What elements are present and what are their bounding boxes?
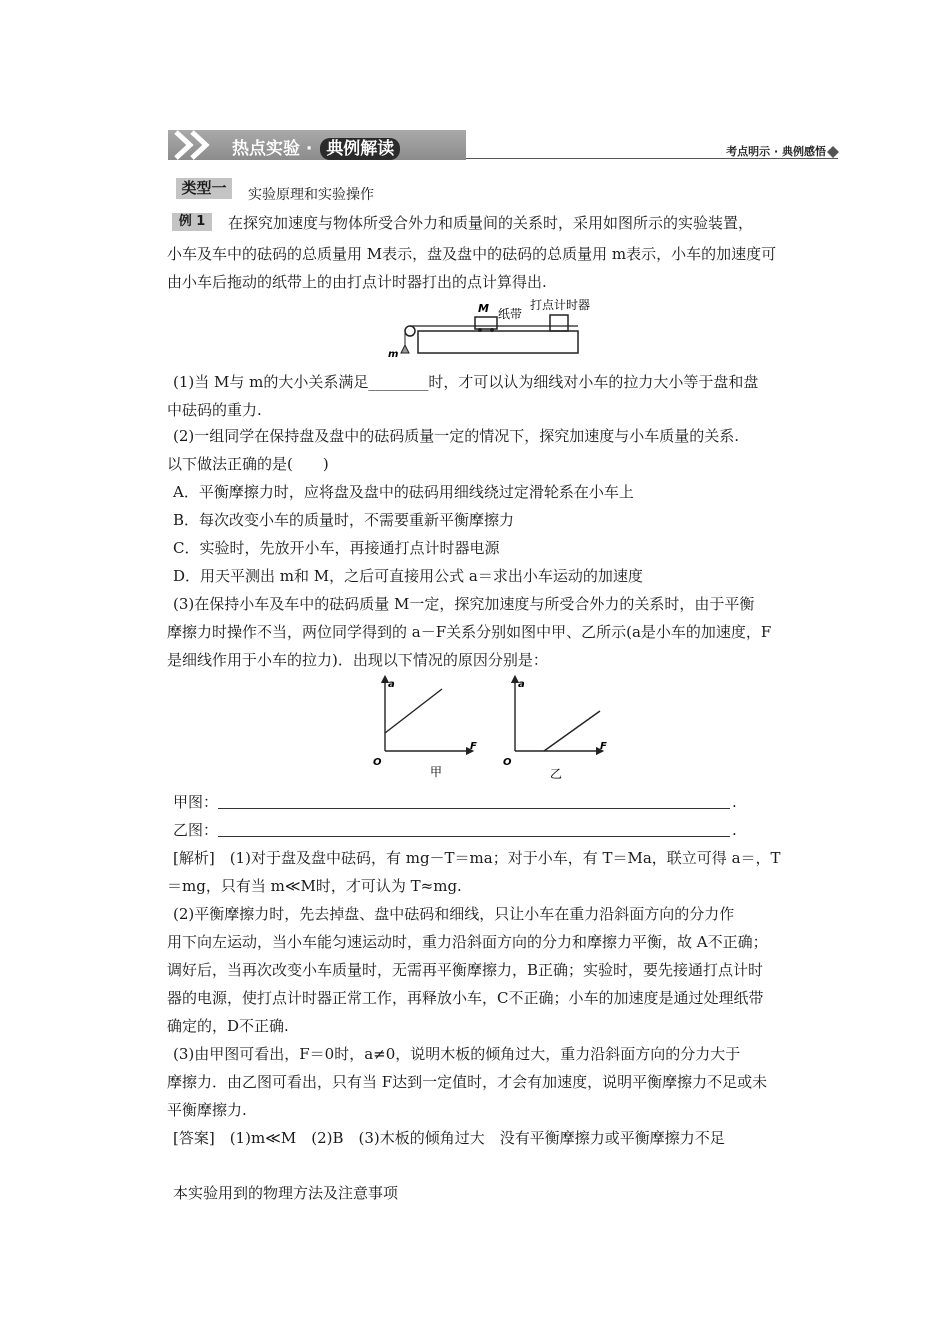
analysis-line: (2)平衡摩擦力时，先去掉盘、盘中砝码和细线，只让小车在重力沿斜面方向的分力作 — [173, 905, 735, 923]
left-x-label: F — [470, 741, 477, 752]
q3-line: (3)在保持小车及车中的砝码质量 M一定，探究加速度与所受合外力的关系时，由于平衡 — [173, 595, 755, 613]
label-tape: 纸带 — [498, 307, 523, 321]
label-M: M — [478, 302, 489, 315]
section-footer-title: 本实验用到的物理方法及注意事项 — [173, 1184, 399, 1202]
blank-yi-line — [218, 836, 730, 837]
blank-jia-line — [218, 808, 730, 809]
blank-yi-label: 乙图： — [173, 821, 219, 839]
label-timer: 打点计时器 — [530, 298, 591, 312]
apparatus-figure — [380, 295, 600, 365]
option-d: D．用天平测出 m和 M，之后可直接用公式 a＝求出小车运动的加速度 — [173, 567, 643, 585]
diamond-icon — [827, 146, 839, 158]
q1-line: 中砝码的重力. — [167, 401, 262, 419]
blank-jia-label: 甲图： — [173, 793, 219, 811]
track-board — [418, 331, 578, 353]
option-a: A．平衡摩擦力时，应将盘及盘中的砝码用细线绕过定滑轮系在小车上 — [173, 483, 634, 501]
analysis-line: [解析] (1)对于盘及盘中砝码，有 mg－T＝ma；对于小车，有 T＝Ma，联立可得 a＝，T — [173, 849, 781, 867]
analysis-line: ＝mg，只有当 m≪M时，才可认为 T≈mg. — [167, 877, 462, 895]
analysis-line: (3)由甲图可看出，F＝0时，a≠0，说明木板的倾角过大，重力沿斜面方向的分力大于 — [173, 1045, 741, 1063]
blank-yi-end: . — [732, 821, 737, 839]
banner-right-title: 典例解读 — [320, 138, 400, 160]
intro-line: 小车及车中的砝码的总质量用 M表示，盘及盘中的砝码的总质量用 m表示，小车的加速度可 — [167, 245, 777, 263]
a-f-graphs — [370, 675, 620, 790]
cart-icon — [475, 317, 497, 329]
left-y-label: a — [388, 679, 395, 690]
blank-jia-end: . — [732, 793, 737, 811]
analysis-line: 确定的，D不正确. — [167, 1017, 289, 1035]
left-graph-line — [385, 689, 442, 733]
analysis-line: 调好后，当再次改变小车质量时，无需再平衡摩擦力，B正确；实验时，要先接通打点计时 — [167, 961, 764, 979]
q2-line: (2)一组同学在保持盘及盘中的砝码质量一定的情况下，探究加速度与小车质量的关系. — [173, 427, 740, 445]
type-title: 实验原理和实验操作 — [248, 187, 374, 203]
banner-title — [232, 134, 400, 159]
chevron-icon — [172, 130, 224, 160]
answer-line: [答案] (1)m≪M (2)B (3)木板的倾角过大 没有平衡摩擦力或平衡摩擦力不足 — [173, 1129, 725, 1147]
banner-left: 热点实验 — [232, 139, 300, 159]
q2-line: 以下做法正确的是( ) — [167, 455, 329, 473]
right-graph-line — [544, 711, 600, 751]
pulley-icon — [405, 326, 415, 336]
banner-right-tag: 考点明示 · 典例感悟 — [726, 145, 826, 158]
type-label: 类型一 — [176, 178, 232, 199]
intro-line: 在探究加速度与物体所受合外力和质量间的关系时，采用如图所示的实验装置， — [228, 214, 754, 232]
right-y-label: a — [518, 679, 525, 690]
option-b: B．每次改变小车的质量时，不需要重新平衡摩擦力 — [173, 511, 515, 529]
analysis-line: 摩擦力．由乙图可看出，只有当 F达到一定值时，才会有加速度，说明平衡摩擦力不足或未 — [167, 1073, 768, 1091]
left-caption: 甲 — [430, 765, 443, 779]
intro-line: 由小车后拖动的纸带上的由打点计时器打出的点计算得出. — [167, 273, 547, 291]
left-origin-label: O — [373, 757, 382, 768]
q3-line: 是细线作用于小车的拉力)．出现以下情况的原因分别是： — [167, 651, 548, 669]
q3-line: 摩擦力时操作不当，两位同学得到的 a－F关系分别如图中甲、乙所示(a是小车的加速度，F — [167, 623, 772, 641]
right-x-label: F — [600, 741, 607, 752]
option-c: C．实验时，先放开小车，再接通打点计时器电源 — [173, 539, 500, 557]
label-m: m — [388, 349, 399, 360]
right-origin-label: O — [503, 757, 512, 768]
example-label: 例 1 — [172, 213, 212, 231]
weight-pan-icon — [401, 345, 409, 353]
q1-line: (1)当 M与 m的大小关系满足________时，才可以认为细线对小车的拉力大小等于盘和盘 — [173, 373, 759, 391]
analysis-line: 用下向左运动，当小车能匀速运动时，重力沿斜面方向的分力和摩擦力平衡，故 A不正确； — [167, 933, 768, 951]
analysis-line: 平衡摩擦力. — [167, 1101, 247, 1119]
right-caption: 乙 — [550, 767, 563, 781]
banner-dot: · — [305, 139, 313, 159]
timer-icon — [550, 315, 568, 331]
analysis-line: 器的电源，使打点计时器正常工作，再释放小车，C不正确；小车的加速度是通过处理纸带 — [167, 989, 764, 1007]
